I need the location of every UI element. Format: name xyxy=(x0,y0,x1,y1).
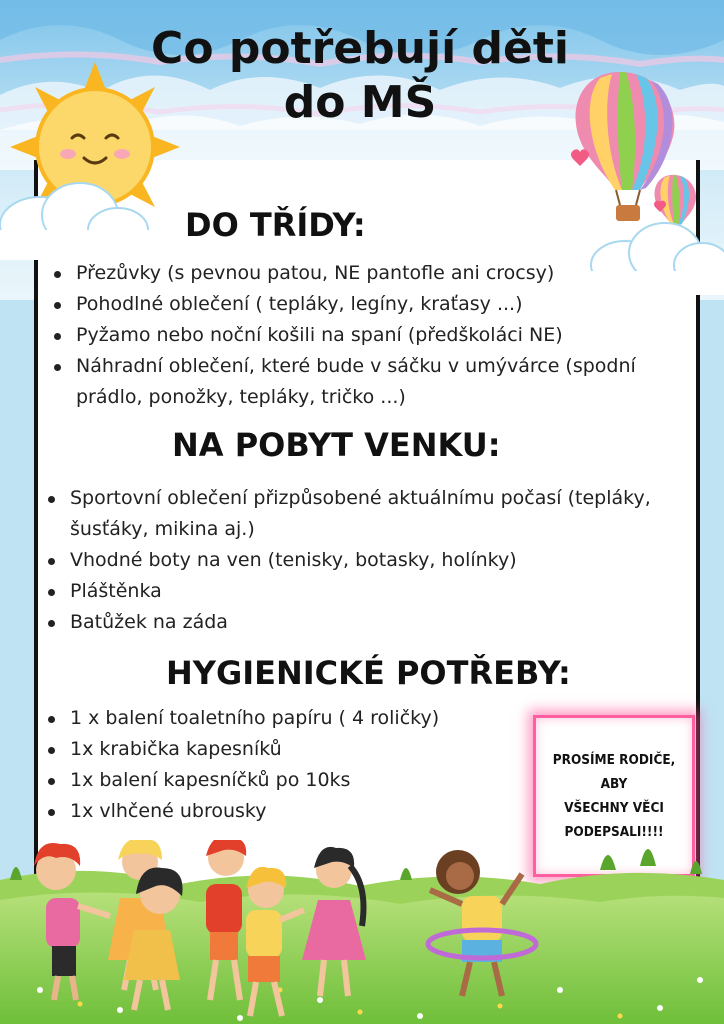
list-item: 1 x balení toaletního papíru ( 4 roličky) xyxy=(46,703,516,734)
list-item: 1x vlhčené ubrousky xyxy=(46,796,516,827)
cloud-icon xyxy=(0,170,150,260)
list-item: Pyžamo nebo noční košili na spaní (předškoláci NE) xyxy=(52,320,692,351)
notice-line: PODEPSALI!!!! xyxy=(564,824,664,840)
list-item: Sportovní oblečení přizpůsobené aktuálnímu počasí (tepláky, šusťáky, mikina aj.) xyxy=(46,483,686,545)
list-item: Vhodné boty na ven (tenisky, botasky, holínky) xyxy=(46,545,686,576)
list-item: Pohodlné oblečení ( tepláky, legíny, kraťasy ...) xyxy=(52,289,692,320)
title-line-1: Co potřebují děti xyxy=(151,23,569,74)
section-heading-outdoor: NA POBYT VENKU: xyxy=(172,426,501,464)
notice-line: ABY xyxy=(600,776,628,792)
section-heading-classroom: DO TŘÍDY: xyxy=(185,206,366,244)
list-item: Pláštěnka xyxy=(46,576,686,607)
outdoor-list xyxy=(46,483,686,638)
classroom-list xyxy=(52,258,692,413)
notice-line: VŠECHNY VĚCI xyxy=(564,800,664,816)
page-title xyxy=(60,22,660,130)
list-item: Náhradní oblečení, které bude v sáčku v umývárce (spodní prádlo, ponožky, tepláky, tričko ...) xyxy=(52,351,692,413)
hygiene-list xyxy=(46,703,516,827)
list-item: 1x krabička kapesníků xyxy=(46,734,516,765)
title-line-2: do MŠ xyxy=(283,77,437,128)
list-item: Přezůvky (s pevnou patou, NE pantofle ani crocsy) xyxy=(52,258,692,289)
list-item: Batůžek na záda xyxy=(46,607,686,638)
meadow-illustration xyxy=(0,840,724,1024)
notice-text xyxy=(553,748,676,844)
section-heading-hygiene: HYGIENICKÉ POTŘEBY: xyxy=(166,654,571,692)
notice-line: PROSÍME RODIČE, xyxy=(552,752,676,768)
list-item: 1x balení kapesníčků po 10ks xyxy=(46,765,516,796)
